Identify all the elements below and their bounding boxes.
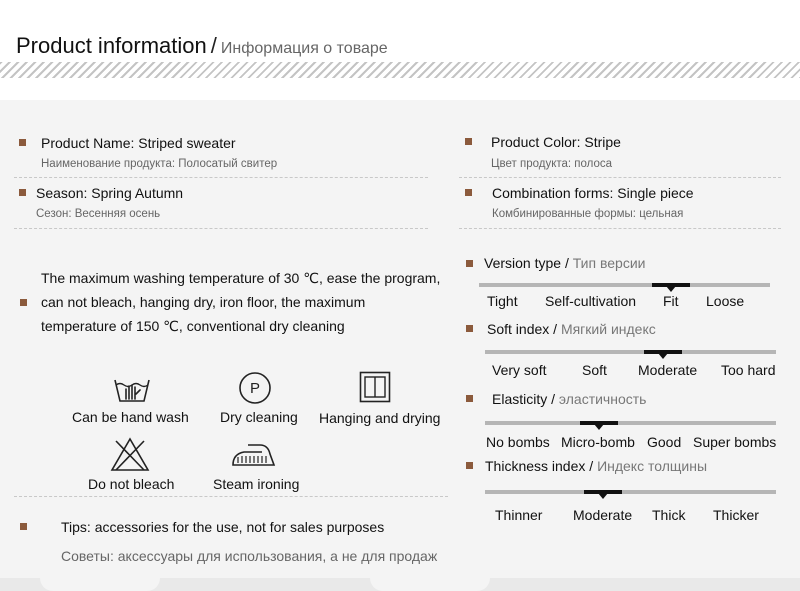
- decorative-stripe-band: [0, 62, 800, 78]
- care-label-no-bleach: Do not bleach: [88, 476, 175, 492]
- bullet-icon: [466, 462, 473, 469]
- scale-pointer-icon: [666, 286, 676, 292]
- title-separator: /: [210, 33, 217, 58]
- title-en: Product information: [16, 33, 207, 58]
- hand-wash-icon: [112, 372, 152, 404]
- divider: [14, 177, 428, 178]
- bottom-notch: [40, 578, 160, 591]
- scale-pointer-icon: [658, 353, 668, 359]
- dry-cleaning-symbol: P: [249, 380, 261, 397]
- washing-line: temperature of 150 ℃, conventional dry cleaning: [41, 318, 345, 334]
- bullet-icon: [466, 395, 473, 402]
- divider: [14, 496, 448, 497]
- scale-line: [479, 283, 770, 287]
- bullet-icon: [466, 260, 473, 267]
- bullet-icon: [20, 523, 27, 530]
- steam-iron-icon: [230, 442, 276, 468]
- care-label-hand-wash: Can be hand wash: [72, 409, 189, 425]
- scale-option: Thinner: [495, 507, 543, 523]
- title-ru: Информация о товаре: [220, 40, 388, 57]
- scale-title-en: Thickness index: [485, 458, 586, 474]
- scale-option: Super bombs: [693, 434, 777, 450]
- care-label-steam-iron: Steam ironing: [213, 476, 300, 492]
- hanging-drying-icon: [359, 371, 391, 403]
- scale-option-selected: Moderate: [638, 362, 698, 378]
- bullet-icon: [19, 189, 26, 196]
- scale-title: Elasticity / эластичность: [492, 391, 647, 407]
- bullet-icon: [20, 299, 27, 306]
- scale-option: Too hard: [721, 362, 776, 378]
- page-title: [16, 33, 388, 59]
- dry-cleaning-icon: [238, 371, 272, 405]
- season: Season: Spring Autumn: [36, 185, 184, 201]
- bottom-notch: [370, 578, 490, 591]
- combination-forms-ru: Комбинированные формы: цельная: [492, 208, 684, 220]
- tips-ru: Советы: аксессуары для использования, а не для продаж: [61, 548, 438, 564]
- season-ru: Сезон: Весенняя осень: [36, 208, 161, 220]
- scale-option-selected: Fit: [663, 293, 679, 309]
- scale-title-ru: Тип версии: [572, 255, 646, 271]
- scale-option-selected: Moderate: [573, 507, 633, 523]
- washing-instructions: [41, 266, 451, 338]
- scale-title-ru: Индекс толщины: [597, 458, 708, 474]
- washing-line: can not bleach, hanging dry, iron floor, the maximum: [41, 294, 366, 310]
- scale-option: Tight: [487, 293, 518, 309]
- scale-option: Thicker: [713, 507, 759, 523]
- scale-line: [485, 421, 776, 425]
- header: [0, 0, 800, 100]
- scale-option: Self-cultivation: [545, 293, 637, 309]
- scale-title: Soft index / Мягкий индекс: [487, 321, 656, 337]
- care-label-hanging-drying: Hanging and drying: [319, 410, 441, 426]
- scale-title-ru: эластичность: [558, 391, 647, 407]
- product-name-ru: Наименование продукта: Полосатый свитер: [41, 158, 278, 170]
- combination-forms: Combination forms: Single piece: [492, 185, 694, 201]
- bullet-icon: [466, 325, 473, 332]
- scale-option: Very soft: [492, 362, 547, 378]
- scale-option: Good: [647, 434, 682, 450]
- care-label-dry-cleaning: Dry cleaning: [220, 409, 298, 425]
- scale-title-en: Version type: [484, 255, 562, 271]
- scale-option: No bombs: [486, 434, 550, 450]
- bullet-icon: [19, 139, 26, 146]
- scale-title: Version type / Тип версии: [484, 255, 646, 271]
- product-color: Product Color: Stripe: [491, 134, 621, 150]
- bottom-bar: [0, 578, 800, 591]
- scale-title-en: Soft index: [487, 321, 550, 337]
- bullet-icon: [465, 138, 472, 145]
- scale-pointer-icon: [598, 493, 608, 499]
- scale-title-en: Elasticity: [492, 391, 548, 407]
- product-name: Product Name: Striped sweater: [41, 135, 236, 151]
- bullet-icon: [465, 189, 472, 196]
- scale-line: [485, 490, 776, 494]
- scale-option-selected: Micro-bomb: [561, 434, 635, 450]
- scale-pointer-icon: [594, 424, 604, 430]
- scale-title: Thickness index / Индекс толщины: [485, 458, 708, 474]
- tips-en: Tips: accessories for the use, not for sales purposes: [61, 519, 385, 535]
- scale-option: Loose: [706, 293, 745, 309]
- divider: [14, 228, 428, 229]
- divider: [459, 177, 781, 178]
- scale-option: Thick: [652, 507, 686, 523]
- scale-line: [485, 350, 776, 354]
- scale-title-ru: Мягкий индекс: [560, 321, 656, 337]
- washing-line: The maximum washing temperature of 30 ℃, ease the program,: [41, 270, 441, 286]
- product-color-ru: Цвет продукта: полоса: [491, 158, 613, 170]
- scale-option: Soft: [582, 362, 607, 378]
- divider: [459, 228, 781, 229]
- no-bleach-icon: [110, 437, 150, 472]
